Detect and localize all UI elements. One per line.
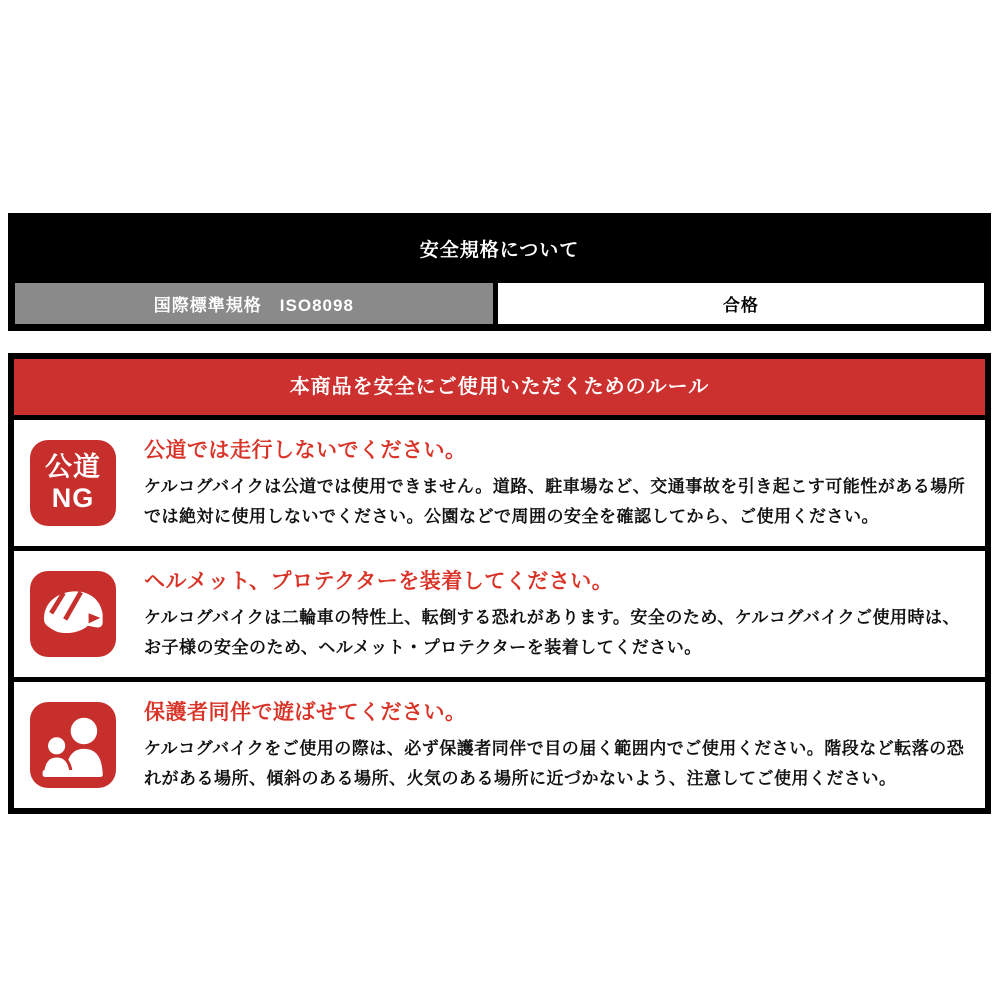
rule-body: ケルコグバイクをご使用の際は、必ず保護者同伴で目の届く範囲内でご使用ください。階段など転落の恐れがある場所、傾斜のある場所、火気のある場所に近づかないよう、注意してご使用ください。	[144, 739, 965, 788]
rule-text-block	[144, 434, 969, 532]
rule-heading: 公道では走行しないでください。	[144, 439, 467, 462]
rules-panel-title: 本商品を安全にご使用いただくためのルール	[14, 359, 985, 415]
safety-rules-panel	[8, 353, 991, 814]
rule-text-block	[144, 565, 969, 663]
icon-text-line: NG	[51, 483, 95, 513]
standards-row	[15, 283, 984, 324]
rule-guardian-supervision	[14, 677, 985, 808]
safety-standards-table	[8, 213, 991, 331]
rule-body: ケルコグバイクは二輪車の特性上、転倒する恐れがあります。安全のため、ケルコグバイクご使用時は、お子様の安全のため、ヘルメット・プロテクターを装着してください。	[144, 608, 961, 657]
helmet-icon	[30, 571, 116, 657]
rule-text-block	[144, 696, 969, 794]
rule-heading: ヘルメット、プロテクターを装着してください。	[144, 570, 614, 593]
safety-standards-title: 安全規格について	[419, 240, 580, 261]
rule-wear-helmet	[14, 546, 985, 677]
rule-no-public-road	[14, 415, 985, 546]
standard-result-cell: 合格	[498, 283, 984, 324]
standard-name-cell: 国際標準規格 ISO8098	[15, 283, 493, 324]
rule-heading: 保護者同伴で遊ばせてください。	[144, 701, 467, 724]
rule-body: ケルコグバイクは公道では使用できません。道路、駐車場など、交通事故を引き起こす可能性がある場所では絶対に使用しないでください。公園などで周囲の安全を確認してから、ご使用ください。	[144, 477, 966, 526]
public-road-ng-icon	[30, 440, 116, 526]
guardian-child-icon	[30, 702, 116, 788]
icon-text-line: 公道	[45, 451, 101, 482]
